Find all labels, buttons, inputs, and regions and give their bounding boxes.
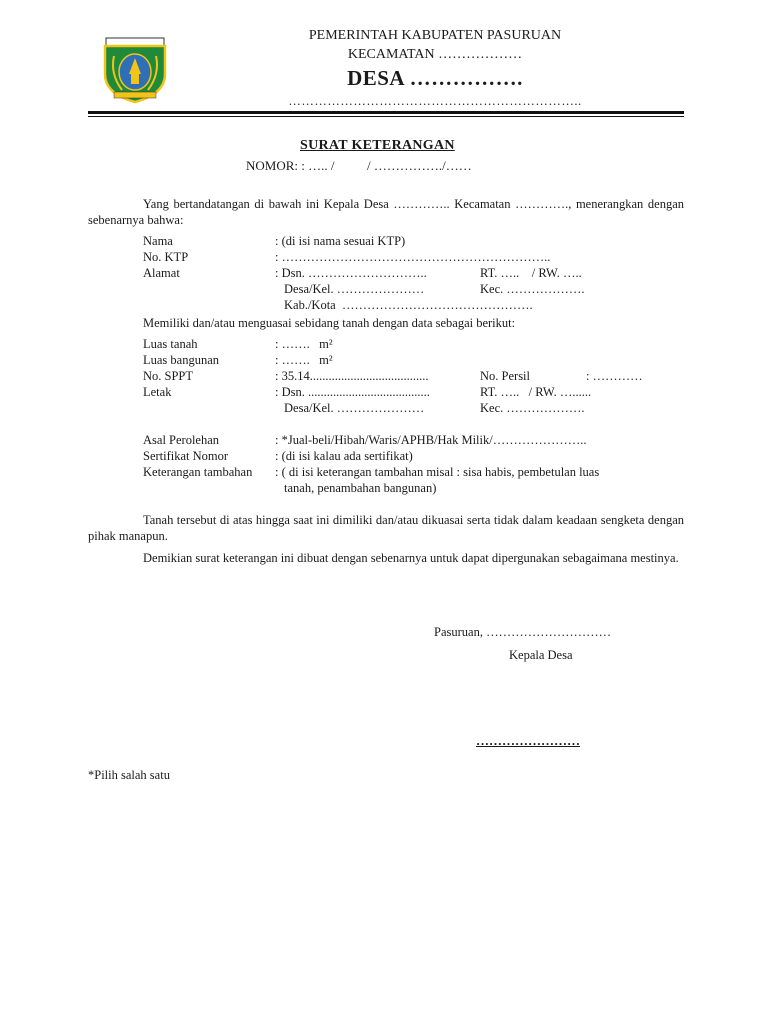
intro-paragraph: Yang bertandatangan di bawah ini Kepala Desa ………….. Kecamatan …………., menerangkan dengan sebenarnya bahwa: <box>88 197 684 227</box>
ktp-value: : ……………………………………………………….. <box>275 250 551 264</box>
closing-paragraph: Demikian surat keterangan ini dibuat dengan sebenarnya untuk dapat dipergunakan sebagaimana mestinya. <box>143 551 679 565</box>
luas-tanah-label: Luas tanah <box>143 337 198 351</box>
alamat-kab: Kab./Kota ………………………………………. <box>284 298 533 312</box>
statement-paragraph: Tanah tersebut di atas hingga saat ini dimiliki dan/atau dikuasai serta tidak dalam keadaan sengketa dengan pihak manapun. <box>88 513 684 543</box>
land-intro: Memiliki dan/atau menguasai sebidang tanah dengan data sebagai berikut: <box>143 316 516 330</box>
sertifikat-value: : (di isi kalau ada sertifikat) <box>275 449 413 463</box>
ktp-label: No. KTP <box>143 250 189 264</box>
alamat-dsn: : Dsn. ……………………….. <box>275 266 427 280</box>
alamat-label: Alamat <box>143 266 180 280</box>
persil-label: No. Persil <box>480 369 530 383</box>
letak-desa: Desa/Kel. ………………… <box>284 401 425 415</box>
header-address: ………………………………………………………….. <box>288 94 582 108</box>
sppt-label: No. SPPT <box>143 369 194 383</box>
keterangan-label: Keterangan tambahan <box>143 465 253 479</box>
header-rule-thin <box>88 116 684 117</box>
sertifikat-label: Sertifikat Nomor <box>143 449 229 463</box>
nama-label: Nama <box>143 234 173 248</box>
asal-label: Asal Perolehan <box>143 433 220 447</box>
letak-dsn: : Dsn. ....................................... <box>275 385 430 399</box>
signature-place-date: Pasuruan, ………………………… <box>434 625 612 639</box>
asal-value: : *Jual-beli/Hibah/Waris/APHB/Hak Milik/………………….. <box>275 433 587 447</box>
footnote: *Pilih salah satu <box>88 768 170 782</box>
document-title: SURAT KETERANGAN <box>300 138 455 153</box>
header-district: KECAMATAN ……………… <box>347 47 523 62</box>
persil-value: : ………… <box>586 369 643 383</box>
alamat-desa: Desa/Kel. ………………… <box>284 282 425 296</box>
header-rule-thick <box>88 111 684 114</box>
letak-label: Letak <box>143 385 172 399</box>
signature-position: Kepala Desa <box>509 648 573 662</box>
alamat-rt-rw: RT. ….. / RW. ….. <box>480 266 582 280</box>
alamat-kec: Kec. ………………. <box>480 282 585 296</box>
letak-kec: Kec. ………………. <box>480 401 585 415</box>
signature-name-line: …………………… <box>476 733 580 748</box>
regency-emblem-icon <box>100 34 170 104</box>
luas-bangunan-label: Luas bangunan <box>143 353 220 367</box>
luas-tanah-value: : ……. m² <box>275 337 333 351</box>
sppt-value: : 35.14...................................... <box>275 369 429 383</box>
header-village: DESA ……………. <box>347 66 523 90</box>
letak-rt-rw: RT. ….. / RW. …...... <box>480 385 592 399</box>
nama-value: : (di isi nama sesuai KTP) <box>275 234 406 248</box>
header-government: PEMERINTAH KABUPATEN PASURUAN <box>308 28 562 43</box>
keterangan-value: : ( di isi keterangan tambahan misal : sisa habis, pembetulan luas <box>275 465 600 479</box>
luas-bangunan-value: : ……. m² <box>275 353 333 367</box>
keterangan-value-cont: tanah, penambahan bangunan) <box>284 481 437 495</box>
document-number: NOMOR: : ….. / / ……………./…… <box>246 158 472 173</box>
